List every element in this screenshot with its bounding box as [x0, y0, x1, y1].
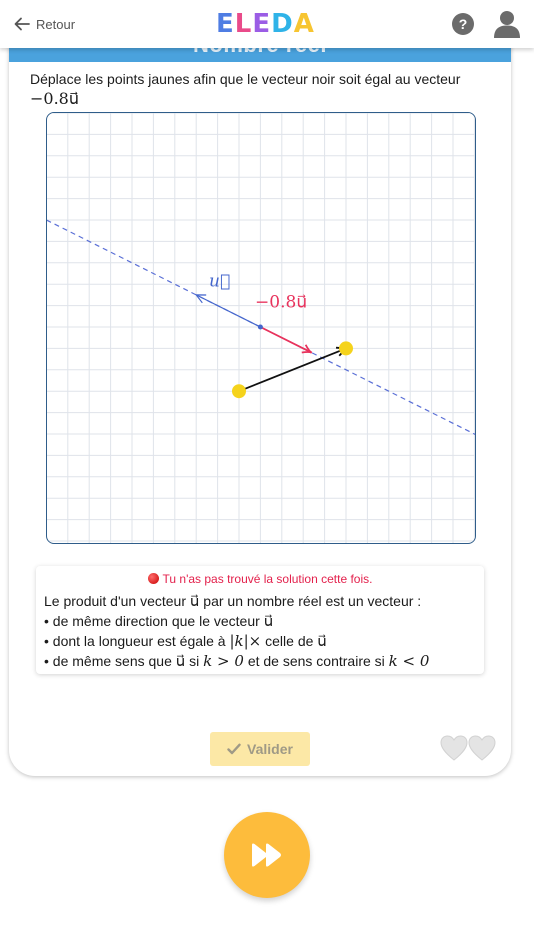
logo-letter: A [293, 9, 315, 39]
feedback-line-1 [44, 592, 421, 610]
feedback-text: par un nombre réel est un vecteur : [203, 593, 422, 609]
lives-hearts [440, 735, 496, 761]
user-icon[interactable] [494, 10, 520, 38]
feedback-line-4 [44, 652, 429, 670]
vector-minus-0-8-u-label: −0.8u⃗ [255, 292, 308, 313]
help-icon[interactable]: ? [452, 13, 474, 35]
back-button[interactable] [14, 14, 75, 34]
math-k-negative: k < 0 [388, 652, 430, 670]
vector-graph[interactable] [47, 113, 475, 543]
feedback-text: • dont la longueur est égale à [44, 633, 226, 649]
logo-letter: E [252, 9, 272, 39]
math-u: u⃗ [175, 652, 186, 670]
feedback-text: Le produit d'un vecteur [44, 593, 186, 609]
draggable-yellow-point[interactable] [339, 341, 353, 355]
feedback-line-3 [44, 632, 327, 650]
instruction-text [30, 70, 500, 109]
math-u: u⃗ [189, 592, 200, 610]
validate-label: Valider [247, 741, 293, 757]
vector-grid-canvas[interactable] [46, 112, 476, 544]
logo-letter: L [234, 9, 253, 39]
next-button[interactable] [224, 812, 310, 898]
instruction-label: Déplace les points jaunes afin que le vecteur noir soit égal au vecteur [30, 71, 461, 87]
math-k-positive: k > 0 [203, 652, 244, 670]
feedback-text: si [189, 653, 200, 669]
feedback-text: et de sens contraire si [247, 653, 385, 669]
error-text: Tu n'as pas trouvé la solution cette fois. [162, 572, 373, 586]
vector-u [196, 295, 260, 327]
draggable-yellow-point[interactable] [232, 384, 246, 398]
arrow-left-icon [14, 17, 30, 31]
check-icon [227, 743, 241, 755]
math-abs-k: |k|× [229, 632, 262, 650]
logo-letter: E [216, 9, 235, 39]
back-label: Retour [36, 16, 76, 32]
feedback-panel [36, 566, 484, 674]
logo-letter: D [271, 9, 294, 39]
instruction-math: −0.8u⃗ [30, 89, 79, 108]
heart-icon [440, 735, 468, 761]
fast-forward-icon [250, 842, 284, 868]
vector-u-label: u⃗ [209, 271, 231, 292]
direction-line [47, 204, 475, 439]
eleda-logo [216, 10, 315, 38]
math-u: u⃗ [263, 612, 274, 630]
math-u: u⃗ [317, 632, 327, 650]
validate-button[interactable] [210, 732, 310, 766]
vector-origin-point [258, 325, 263, 330]
heart-icon [468, 735, 496, 761]
feedback-text: • de même direction que le vecteur [44, 613, 260, 629]
error-message [36, 572, 484, 586]
feedback-text: • de même sens que [44, 653, 172, 669]
feedback-text: celle de [265, 633, 314, 649]
feedback-line-2 [44, 612, 273, 630]
top-bar [0, 0, 534, 48]
red-circle-icon [148, 573, 159, 584]
